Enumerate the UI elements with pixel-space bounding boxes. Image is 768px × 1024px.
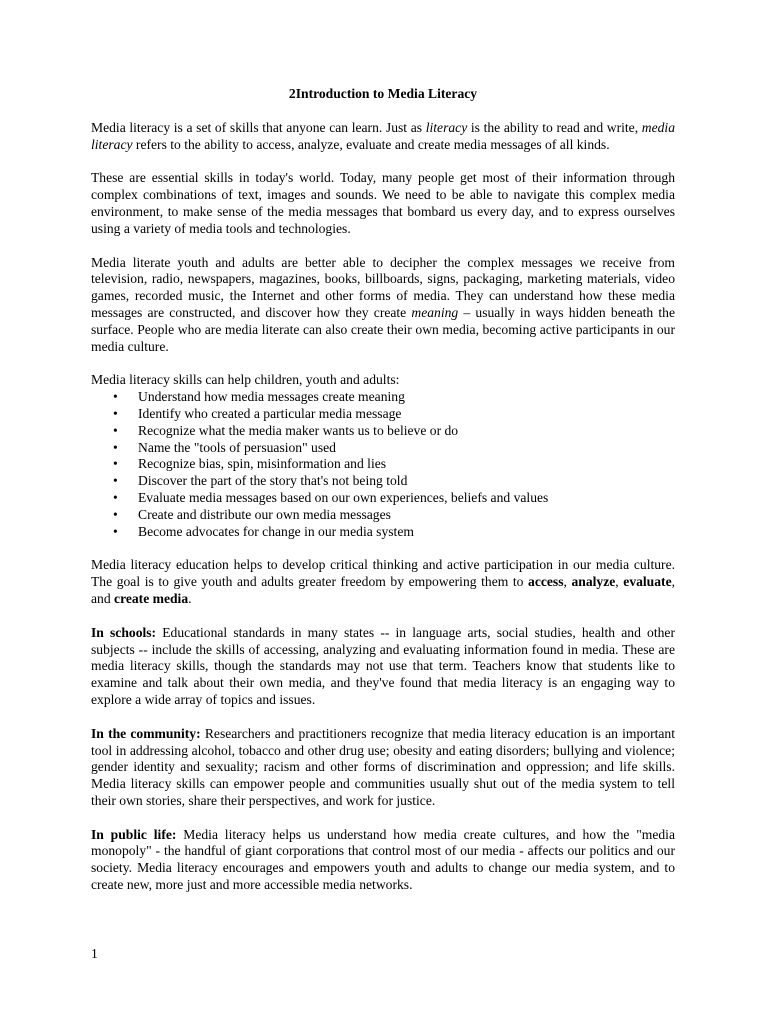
document-page	[91, 86, 675, 911]
list-item: • Evaluate media messages based on our own experiences, beliefs and values	[113, 489, 549, 505]
heading-public-life: In public life:	[91, 826, 177, 842]
list-item: • Become advocates for change in our media system	[113, 523, 414, 539]
list-item: • Identify who created a particular media message	[113, 405, 402, 421]
paragraph-community: In the community: Researchers and practitioners recognize that media literacy education is an important tool in addressing alcohol, tobacco and other drug use; obesity and eating disorders; bullying and violence; gender identity and sexuality; racism and other forms of discrimination and oppression; and life skills. Media literacy skills can empower people and communities usually shut out of the media system to tell their own stories, share their perspectives, and work for justice.	[91, 725, 675, 808]
term-literacy: literacy	[425, 119, 468, 135]
keyword-evaluate: evaluate	[623, 574, 672, 590]
list-item: • Discover the part of the story that's not being told	[113, 473, 408, 489]
bullet-icon: •	[113, 506, 118, 522]
term-media-literacy: media literacy	[91, 119, 675, 152]
paragraph-schools: In schools: Educational standards in many states -- in language arts, social studies, health and other subjects -- include the skills of accessing, analyzing and evaluating information found in media. These are media literacy skills, though the standards may not use that term. Teachers know that students like to examine and talk about their own media, and they've found that media literacy is an engaging way to explore a wide array of topics and issues.	[91, 624, 675, 707]
bullet-icon: •	[113, 489, 118, 505]
bullet-icon: •	[113, 439, 118, 455]
heading-community: In the community:	[91, 725, 201, 741]
page-number: 1	[91, 946, 98, 961]
list-item: • Recognize what the media maker wants us to believe or do	[113, 422, 459, 438]
bullet-icon: •	[113, 456, 118, 472]
paragraph-definition: Media literacy is a set of skills that anyone can learn. Just as literacy is the ability to read and write, media literacy refers to the ability to access, analyze, evaluate and create media messages of all kinds.	[91, 119, 675, 152]
skills-list	[91, 389, 675, 540]
list-intro: Media literacy skills can help children, youth and adults:	[91, 372, 400, 388]
keyword-analyze: analyze	[571, 574, 616, 590]
list-item: • Name the "tools of persuasion" used	[113, 439, 336, 455]
term-meaning: meaning	[411, 304, 459, 320]
paragraph-essential-skills: These are essential skills in today's world. Today, many people get most of their information through complex combinations of text, images and sounds. We need to be able to navigate this complex media environment, to make sense of the media messages that bombard us every day, and to express ourselves using a variety of media tools and technologies.	[91, 170, 675, 236]
bullet-icon: •	[113, 405, 118, 421]
list-item: • Create and distribute our own media messages	[113, 506, 391, 522]
keyword-access: access	[528, 574, 564, 590]
paragraph-media-literate: Media literate youth and adults are better able to decipher the complex messages we receive from television, radio, newspapers, magazines, books, billboards, signs, packaging, marketing materials, video games, recorded music, the Internet and other forms of media. They can understand how these media messages are constructed, and discover how they create meaning – usually in ways hidden beneath the surface. People who are media literate can also create their own media, becoming active participants in our media culture.	[91, 254, 675, 354]
keyword-create-media: create media	[114, 590, 189, 606]
list-item: • Understand how media messages create meaning	[113, 389, 405, 405]
heading-schools: In schools:	[91, 624, 157, 640]
bullet-icon: •	[113, 523, 118, 539]
bullet-icon: •	[113, 473, 118, 489]
bullet-icon: •	[113, 422, 118, 438]
paragraph-public-life: In public life: Media literacy helps us understand how media create cultures, and how the "media monopoly" - the handful of giant corporations that control most of our media - affects our politics and our society. Media literacy encourages and empowers youth and adults to change our media system, and to create new, more just and more accessible media networks.	[91, 826, 675, 893]
list-item: • Recognize bias, spin, misinformation and lies	[113, 456, 387, 472]
paragraph-education-goal: Media literacy education helps to develop critical thinking and active participation in our media culture. The goal is to give youth and adults greater freedom by empowering them to access, analyze, evaluate, and create media.	[91, 557, 676, 606]
bullet-icon: •	[113, 389, 118, 405]
page-title: 2Introduction to Media Literacy	[288, 86, 478, 101]
